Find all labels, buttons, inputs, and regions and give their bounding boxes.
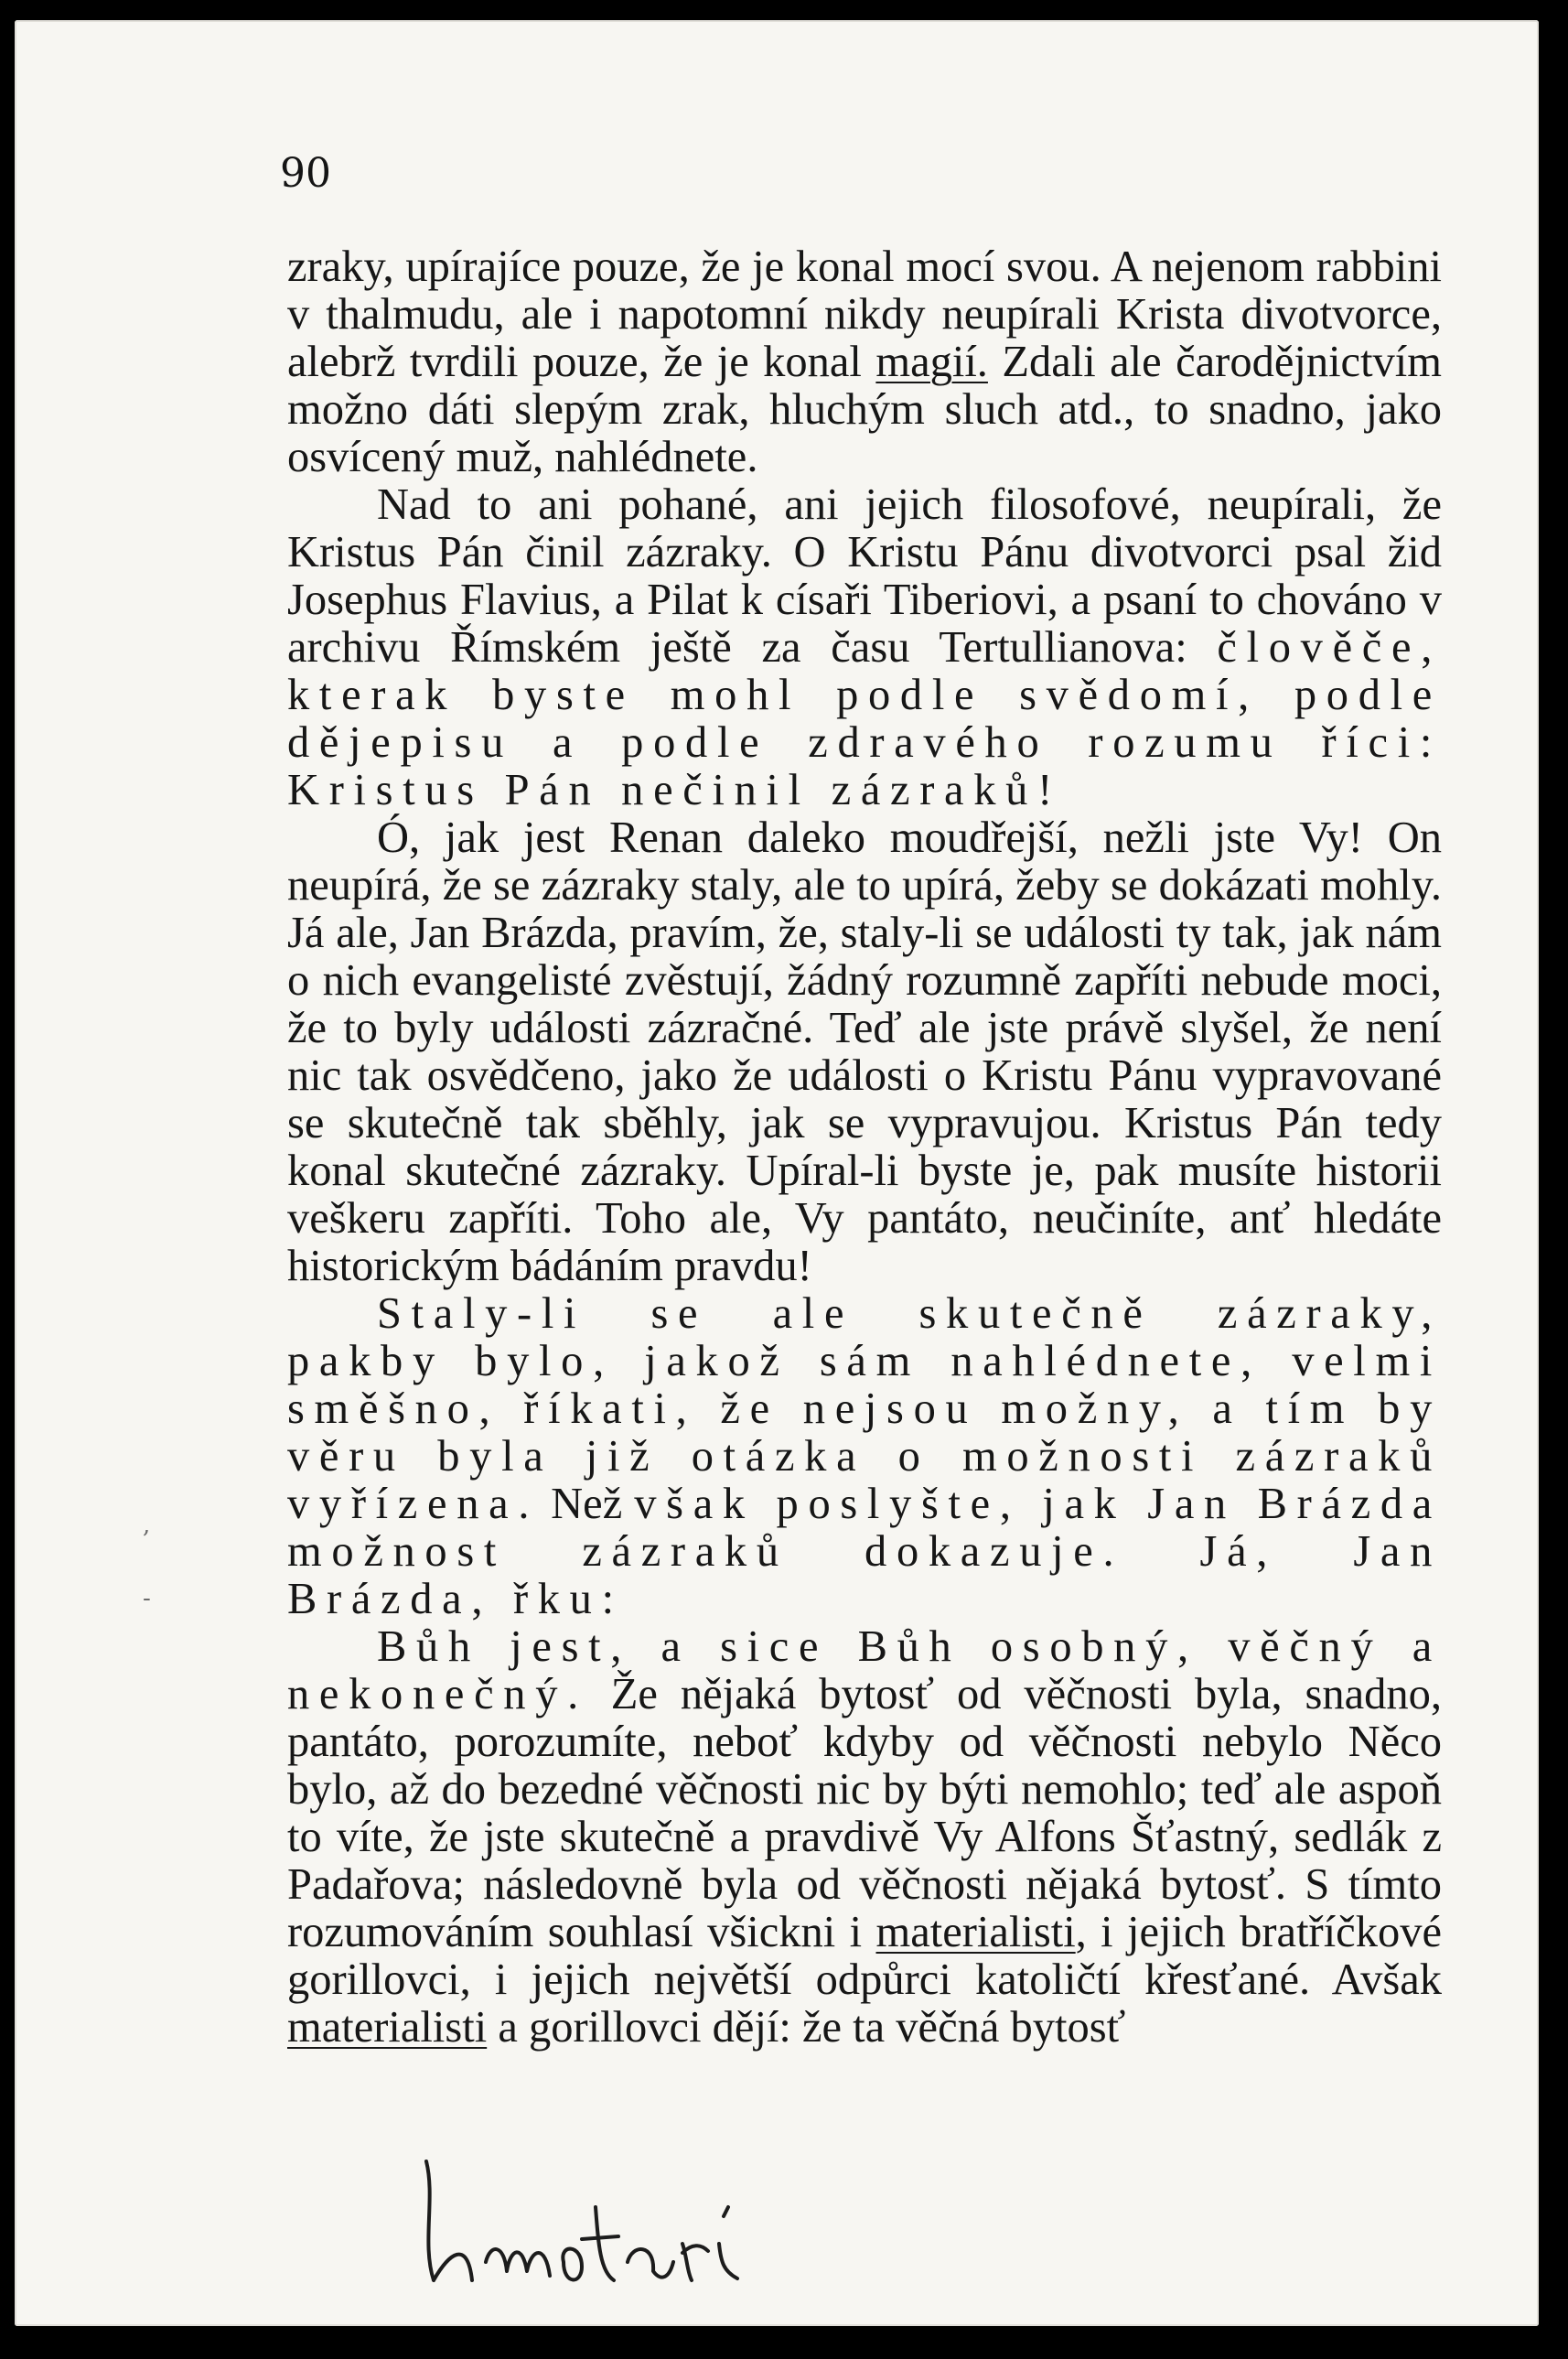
- spaced-emphasis: člověče, kterak byste mohl podle svědomí, podle dějepisu a podle zdravého rozumu říci: Kristus Pán nečinil zázraků!: [287, 623, 1442, 814]
- margin-mark: -: [143, 1585, 151, 1612]
- text-run: Zdali ale čarodějnictvím možno dáti slepým zrak, hluchým sluch atd., to snadno, jako osvícený muž, nahlédnete.: [287, 338, 1443, 481]
- text-run: a gorillovci dějí: že ta věčná bytosť: [487, 2003, 1126, 2052]
- paragraph: [287, 1290, 1442, 1623]
- paragraph: [287, 1623, 1442, 2052]
- body-text: [287, 243, 1442, 2052]
- spaced-emphasis: Staly-li se ale skutečně zázraky, pakby bylo, jakož sám nahlédnete, velmi směšno, říkati, že nejsou možny, a tím by věru byla již otázka o možnosti zázraků vyřízena.: [287, 1289, 1442, 1528]
- spaced-emphasis: však poslyšte, jak Jan Brázda možnost zázraků dokazuje. Já, Jan Brázda, řku:: [287, 1480, 1442, 1623]
- text-run: Než: [539, 1480, 635, 1528]
- page-number: 90: [280, 150, 331, 197]
- spaced-emphasis: Bůh jest, a sice Bůh osobný, věčný a nekonečný.: [287, 1622, 1442, 1718]
- margin-mark: ,: [143, 1512, 151, 1539]
- paragraph: [287, 481, 1442, 814]
- underlined-word: materialisti: [287, 2003, 488, 2052]
- text-run: , i jejich bratříčkové gorillovci, i jejich největší odpůrci katoličtí křesťané. Avšak: [287, 1908, 1442, 2004]
- paragraph: [287, 243, 1442, 481]
- paragraph: [287, 814, 1442, 1290]
- underlined-word: materialisti: [875, 1908, 1076, 1956]
- text-run: Že nějaká bytosť od věčnosti byla, snadno, pantáto, porozumíte, neboť kdyby od věčnosti nebylo Něco bylo, až do bezedné věčnosti nic by býti nemohlo; teď ale aspoň to víte, že jste skutečně a pravdivě Vy Alfons Šťastný, sedlák z Padařova; následovně byla od věčnosti nějaká bytosť. S tímto rozumováním souhlasí všickni i: [287, 1670, 1442, 1956]
- underlined-word: magií.: [875, 338, 988, 386]
- book-page: [15, 20, 1539, 2326]
- text-run: zraky, upírajíce pouze, že je konal mocí svou. A nejenom rabbini v thalmudu, ale i napotomní nikdy neupírali Krista divotvorce, alebrž tvrdili pouze, že je konal: [287, 242, 1442, 386]
- handwritten-annotation: [399, 2152, 783, 2299]
- text-run: Nad to ani pohané, ani jejich filosofové, neupírali, že Kristus Pán činil zázraky. O Kristu Pánu divotvorci psal žid Josephus Flavius, a Pilat k císaři Tiberiovi, a psaní to chováno v archivu Římském ještě za času Tertullianova:: [287, 480, 1442, 672]
- text-run: Ó, jak jest Renan daleko moudřejší, nežli jste Vy! On neupírá, že se zázraky staly, ale to upírá, žeby se dokázati mohly. Já ale, Jan Brázda, pravím, že, staly-li se události ty tak, jak nám o nich evangelisté zvěstují, žádný rozumně zapříti nebude moci, že to byly události zázračné. Teď ale jste právě slyšel, že není nic tak osvědčeno, jako že události o Kristu Pánu vypravované se skutečně tak sběhly, jak se vypravujou. Kristus Pán tedy konal skutečné zázraky. Upíral-li byste je, pak musíte historii veškeru zapříti. Toho ale, Vy pantáto, neučiníte, anť hledáte historickým bádáním pravdu!: [287, 813, 1442, 1290]
